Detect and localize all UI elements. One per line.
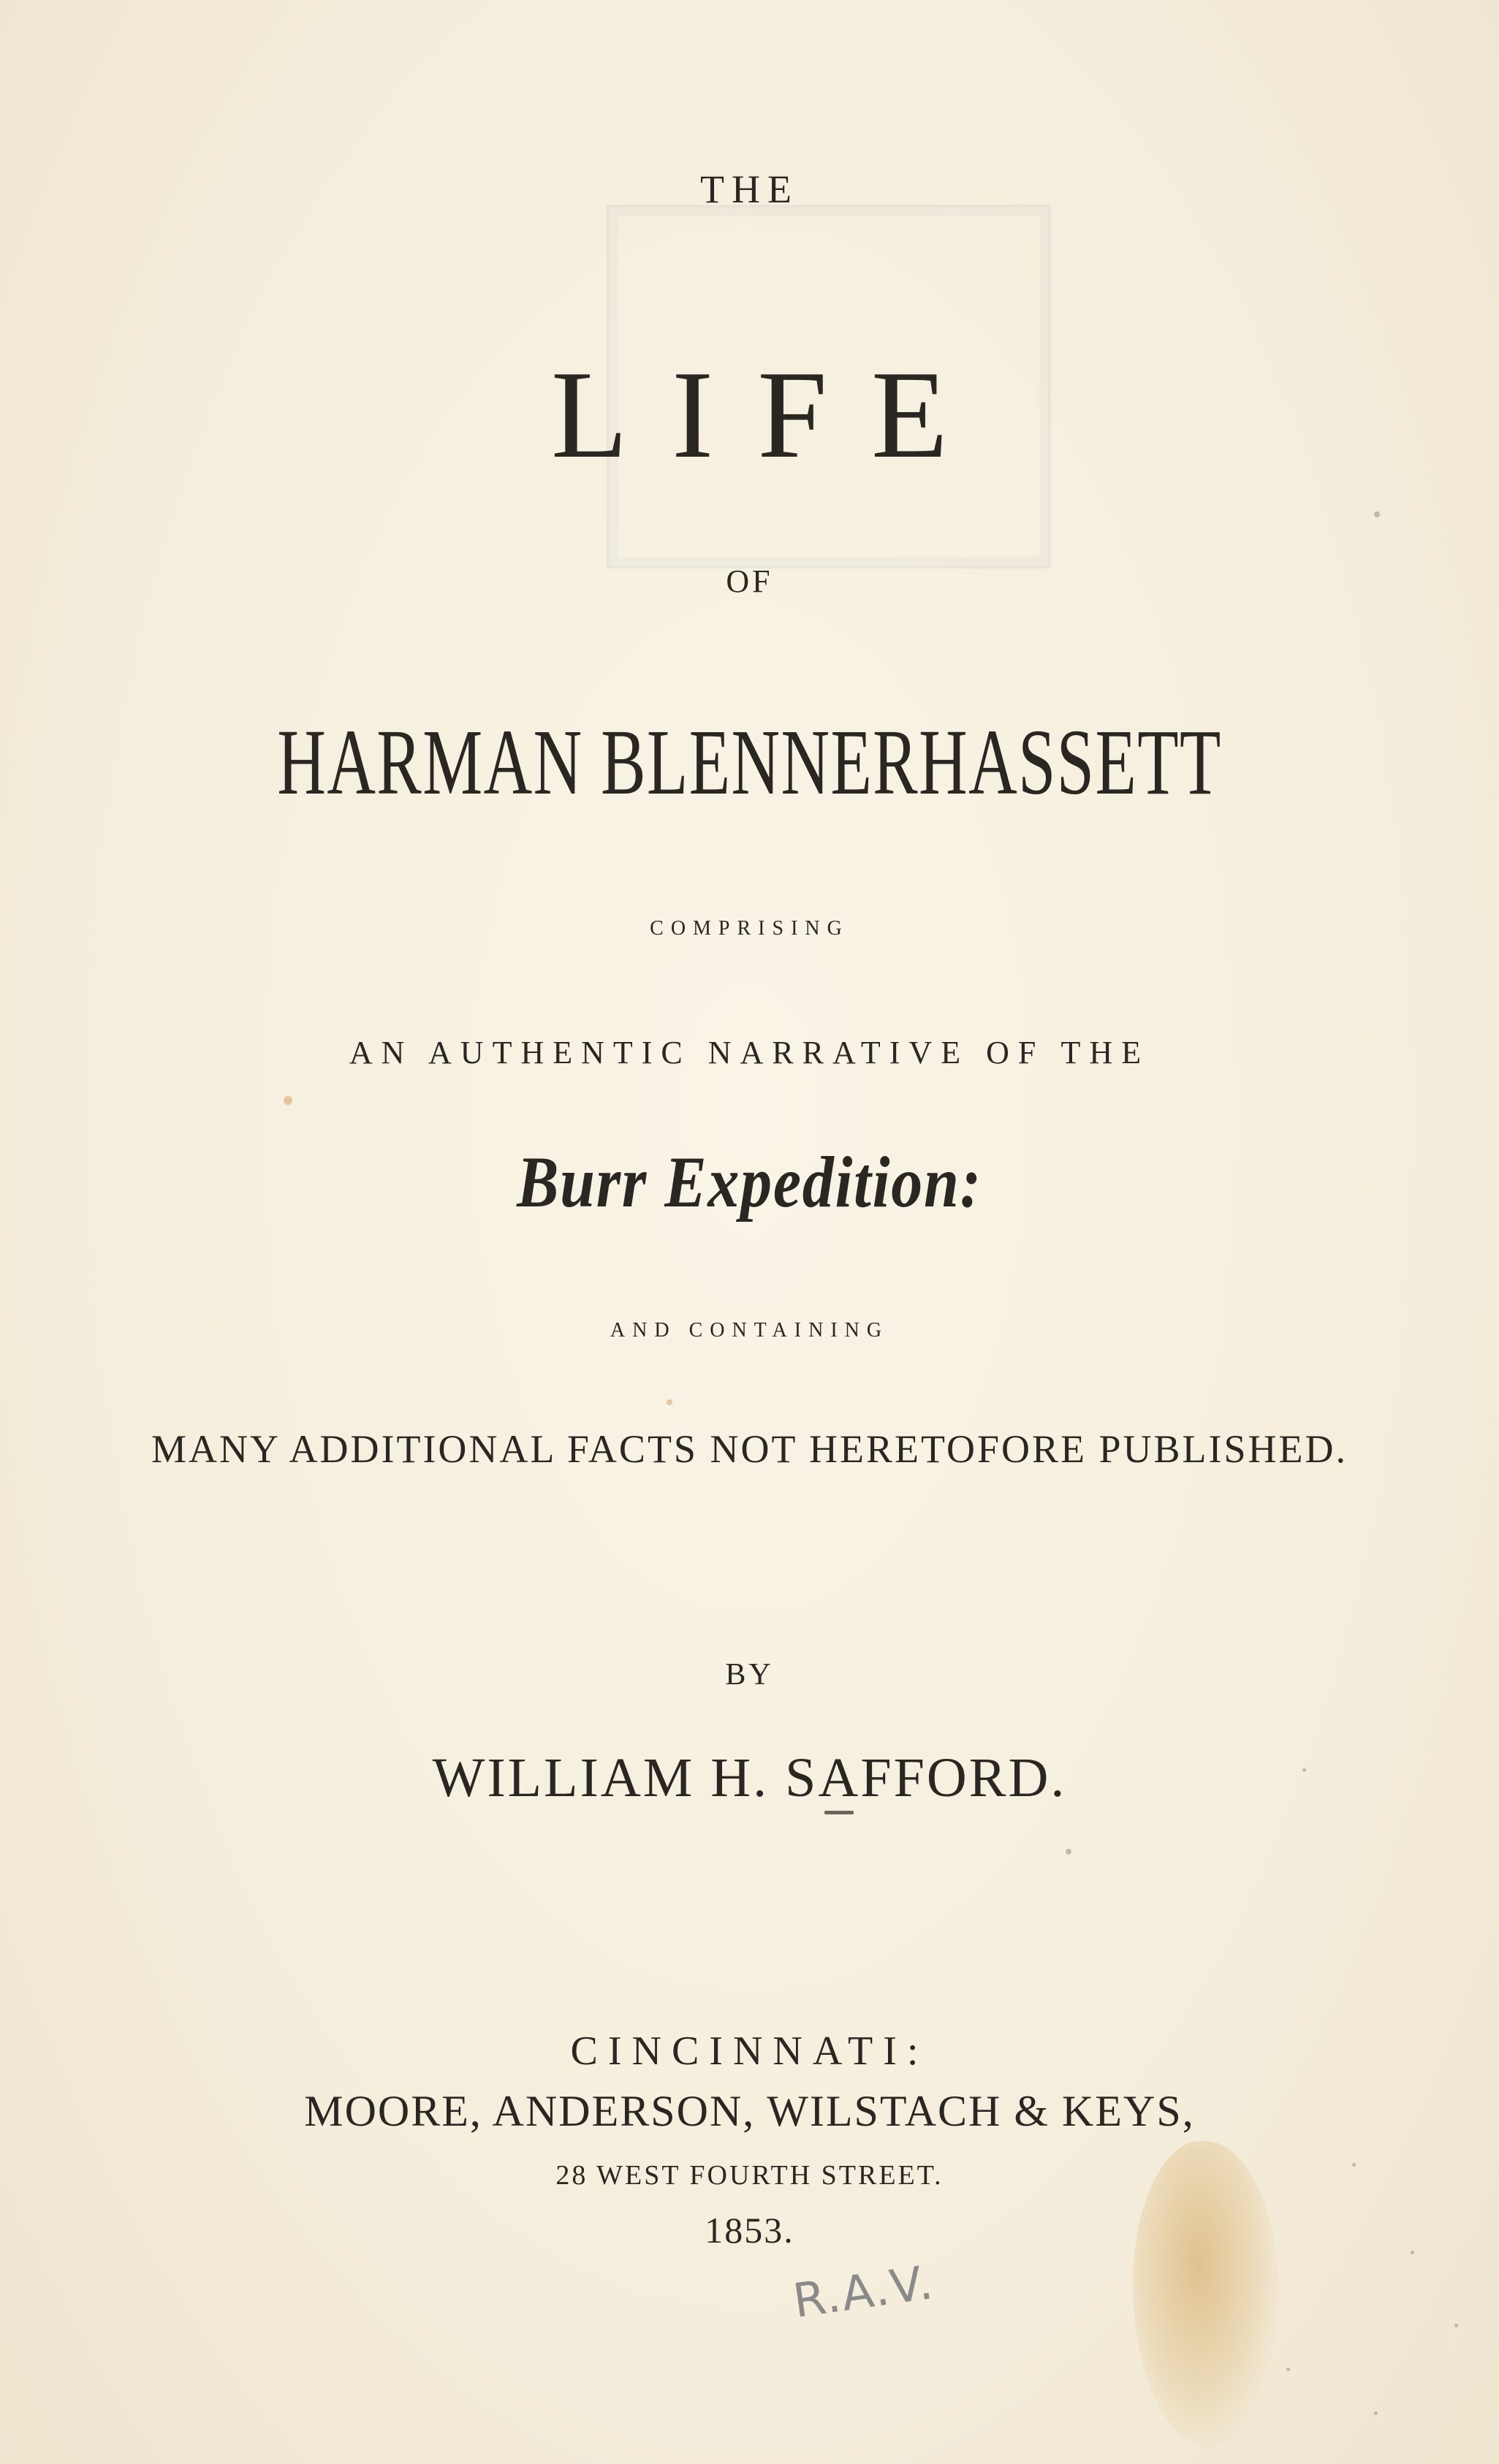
publisher-name: MOORE, ANDERSON, WILSTACH & KEYS,: [304, 2087, 1195, 2135]
paper-speck: [1286, 2368, 1290, 2371]
title-of: OF: [726, 563, 773, 599]
narrative-line: AN AUTHENTIC NARRATIVE OF THE: [349, 1035, 1150, 1071]
paper-speck: [1066, 1849, 1071, 1855]
author-name: WILLIAM H. SAFFORD.: [432, 1747, 1067, 1809]
comprising-label: COMPRISING: [650, 917, 849, 940]
handwritten-initials: R.A.V.: [789, 2255, 938, 2330]
paper-speck: [1374, 512, 1380, 517]
subject-name: HARMAN BLENNERHASSETT: [277, 710, 1222, 814]
publisher-address: 28 WEST FOURTH STREET.: [555, 2160, 944, 2191]
facts-line: MANY ADDITIONAL FACTS NOT HERETOFORE PUBLISHED.: [151, 1427, 1348, 1471]
paper-speck: [284, 1096, 292, 1105]
publication-year: 1853.: [705, 2210, 794, 2251]
paper-speck: [667, 1399, 672, 1405]
expedition-title: Burr Expedition:: [517, 1141, 982, 1223]
title-life: LIFE: [550, 346, 993, 484]
foxing-stain: [1133, 2141, 1279, 2448]
paper-speck: [1454, 2324, 1458, 2327]
paper-speck: [1411, 2251, 1414, 2254]
publisher-city: CINCINNATI:: [570, 2028, 929, 2074]
by-label: BY: [725, 1658, 774, 1692]
paper-speck: [1352, 2163, 1356, 2167]
containing-label: AND CONTAINING: [610, 1319, 889, 1342]
paper-speck: [1302, 1768, 1306, 1772]
short-rule: [824, 1811, 854, 1814]
paper-speck: [1374, 2411, 1378, 2415]
title-the: THE: [700, 167, 799, 211]
